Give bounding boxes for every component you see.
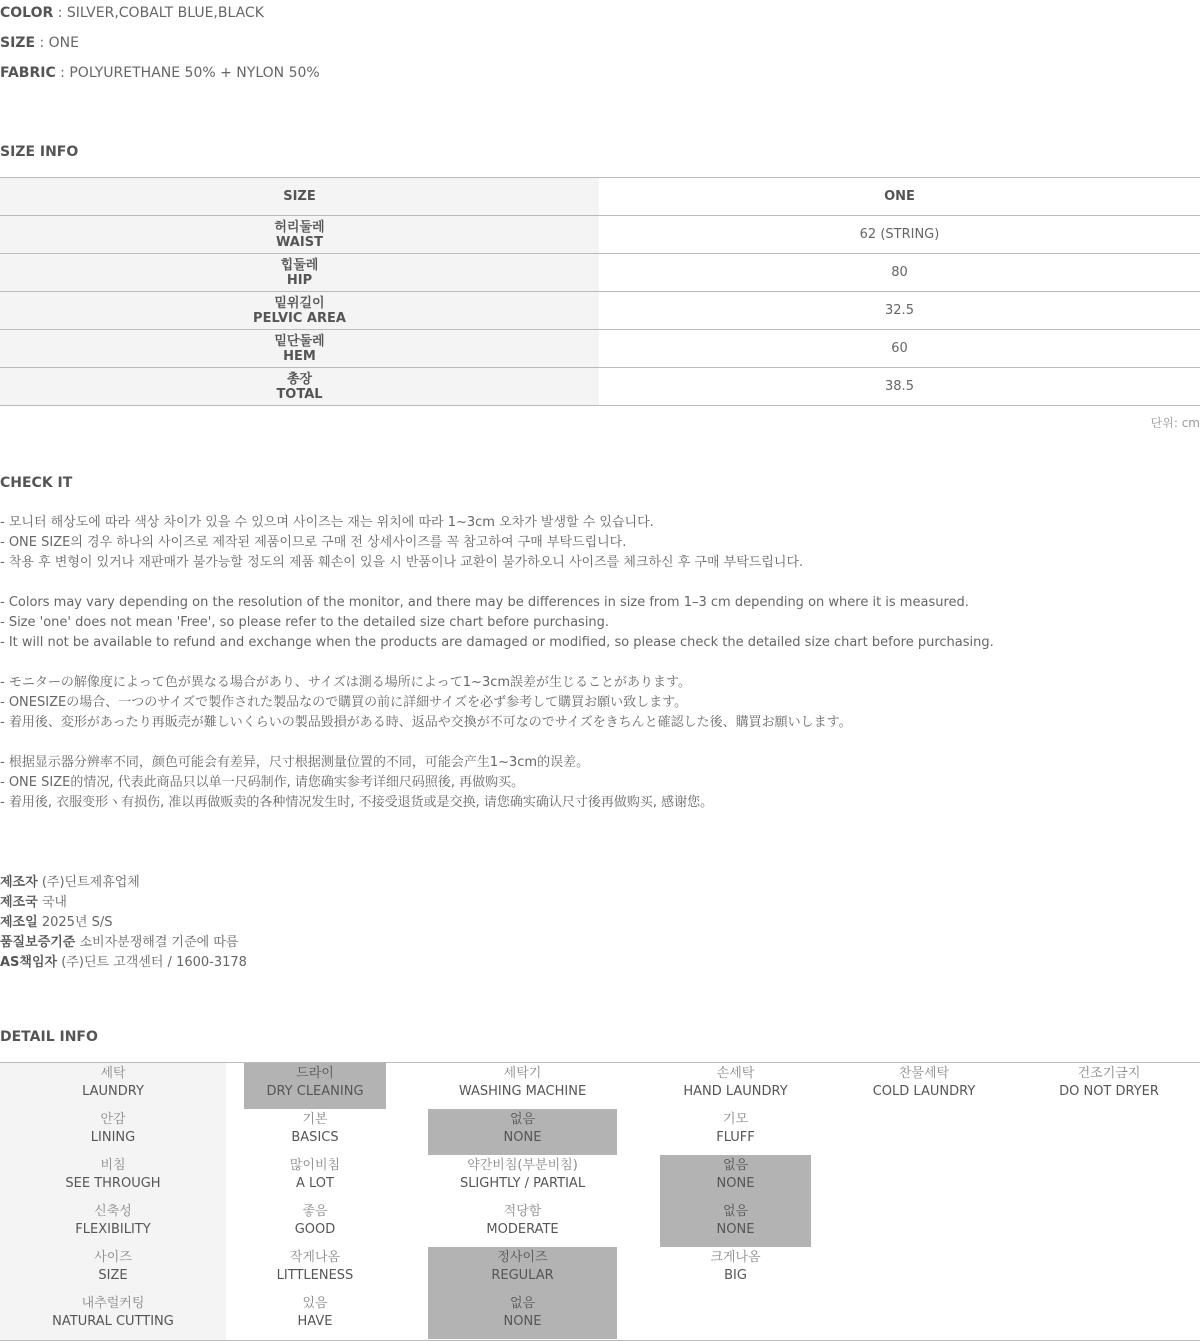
maker-warranty-label: 품질보증기준 (0, 935, 76, 950)
detail-info-title: DETAIL INFO (0, 1029, 98, 1045)
maker-warranty-value: 소비자분쟁해결 기준에 따름 (75, 935, 239, 950)
detail-en: SIZE (98, 1268, 128, 1283)
size-row-value: 62 (STRING) (599, 216, 1200, 254)
check-line: - 모니터 해상도에 따라 색상 차이가 있을 수 있으며 사이즈는 재는 위치에 따라 1~3cm 오차가 발생할 수 있습니다. (0, 515, 654, 530)
maker-date-label: 제조일 (0, 915, 38, 930)
size-row-label (0, 254, 599, 292)
detail-en: LINING (90, 1130, 136, 1145)
size-row-en: PELVIC AREA (253, 310, 346, 326)
maker-date-value: 2025년 S/S (37, 915, 113, 930)
detail-option (660, 1247, 811, 1293)
detail-grid (0, 1062, 1200, 1341)
check-line: - 着用後, 衣服变形ヽ有损伤, 准以再做贩卖的各种情况发生时, 不接受退货或是交换, 请您确实确认尺寸後再做购买, 感谢您。 (0, 795, 714, 810)
detail-ko: 손세탁 (716, 1066, 755, 1081)
detail-option (1030, 1063, 1188, 1109)
detail-ko: 정사이즈 (497, 1250, 548, 1265)
maker-country-value: 국내 (37, 895, 67, 910)
spec-fabric (0, 65, 320, 81)
size-row-label (0, 292, 599, 330)
size-row-ko: 허리둘레 (274, 219, 325, 235)
check-line: - 根据显示器分辨率不同，颜色可能会有差异，尺寸根据测量位置的不同，可能会产生1~3cm的误差。 (0, 755, 590, 770)
detail-ko: 적당함 (503, 1204, 542, 1219)
detail-en: A LOT (296, 1176, 334, 1191)
detail-en: FLEXIBILITY (75, 1222, 151, 1237)
maker-date (0, 913, 112, 933)
detail-en: REGULAR (491, 1268, 554, 1283)
spec-fabric-label: FABRIC (0, 65, 56, 81)
spec-size (0, 35, 79, 51)
detail-label-see-through (0, 1155, 226, 1201)
size-table (0, 177, 1200, 406)
detail-ko: 사이즈 (94, 1250, 132, 1265)
maker-manufacturer (0, 873, 140, 893)
detail-en: DRY CLEANING (266, 1084, 364, 1099)
spec-size-value: : ONE (35, 35, 79, 51)
check-line: - ONE SIZE的情况, 代表此商品只以单一尺码制作, 请您确实参考详细尺码照後, 再做购买。 (0, 775, 525, 790)
size-header-label: SIZE (0, 178, 599, 216)
spec-fabric-value: : POLYURETHANE 50% + NYLON 50% (55, 65, 320, 81)
size-row (0, 292, 1200, 330)
detail-option (428, 1201, 617, 1247)
detail-ko: 세탁 (100, 1066, 126, 1081)
size-row-en: WAIST (276, 234, 323, 250)
detail-ko: 없음 (722, 1158, 749, 1173)
size-row-label (0, 368, 599, 406)
detail-ko: 많이비침 (289, 1158, 341, 1173)
detail-option-selected (428, 1109, 617, 1155)
detail-option (428, 1063, 617, 1109)
size-row (0, 254, 1200, 292)
detail-ko: 기모 (722, 1112, 749, 1127)
detail-en: NONE (716, 1176, 755, 1191)
detail-en: LAUNDRY (82, 1084, 144, 1099)
detail-option (428, 1155, 617, 1201)
detail-en: GOOD (294, 1222, 336, 1237)
detail-ko: 없음 (509, 1296, 536, 1311)
size-row-ko: 힙둘레 (280, 257, 319, 273)
size-row-label (0, 330, 599, 368)
detail-ko: 작게나옴 (289, 1250, 341, 1265)
detail-option (848, 1063, 1000, 1109)
spec-color (0, 5, 264, 21)
detail-ko: 내추럴커팅 (81, 1296, 145, 1311)
maker-manufacturer-label: 제조자 (0, 875, 38, 890)
size-row (0, 330, 1200, 368)
maker-country (0, 893, 67, 913)
detail-en: WASHING MACHINE (458, 1084, 587, 1099)
detail-ko: 신축성 (94, 1204, 132, 1219)
detail-ko: 있음 (302, 1296, 328, 1311)
detail-label-lining (0, 1109, 226, 1155)
maker-as-label: AS책임자 (0, 955, 58, 970)
detail-en: SLIGHTLY / PARTIAL (459, 1176, 586, 1191)
check-line: - Size 'one' does not mean 'Free', so please refer to the detailed size chart before purchasing. (0, 615, 610, 630)
size-row-label (0, 216, 599, 254)
spec-size-label: SIZE (0, 35, 36, 51)
detail-en: NATURAL CUTTING (52, 1314, 174, 1329)
size-row-en: HEM (283, 348, 316, 364)
detail-en: NONE (503, 1314, 542, 1329)
detail-ko: 기본 (302, 1112, 328, 1127)
detail-option-selected (660, 1201, 811, 1247)
detail-option-selected (244, 1063, 386, 1109)
detail-en: BASICS (291, 1130, 339, 1145)
spec-color-label: COLOR (0, 5, 54, 21)
maker-as (0, 953, 247, 973)
detail-en: MODERATE (486, 1222, 559, 1237)
maker-country-label: 제조국 (0, 895, 38, 910)
detail-option-selected (660, 1155, 811, 1201)
check-line: - 착용 후 변형이 있거나 재판매가 불가능할 정도의 제품 훼손이 있을 시 반품이나 교환이 불가하오니 사이즈를 체크하신 후 구매 부탁드립니다. (0, 555, 804, 570)
maker-manufacturer-value: (주)딘트제휴업체 (37, 875, 140, 890)
detail-ko: 좋음 (302, 1204, 328, 1219)
size-row-value: 38.5 (599, 368, 1200, 406)
size-row-value: 80 (599, 254, 1200, 292)
check-line: - Colors may vary depending on the resolution of the monitor, and there may be differences in size from 1–3 cm depending on where it is measured. (0, 595, 969, 610)
size-unit-note: 단위: cm (1150, 416, 1200, 430)
detail-label-natural-cutting (0, 1293, 226, 1339)
check-line: - It will not be available to refund and exchange when the products are damaged or modified, so please check the detailed size chart before purchasing. (0, 635, 994, 650)
detail-ko: 없음 (509, 1112, 536, 1127)
check-line: - モニターの解像度によって色が異なる場合があり、サイズは測る場所によって1~3cm誤差が生じることがあります。 (0, 675, 691, 690)
detail-option (660, 1109, 811, 1155)
detail-label-flexibility (0, 1201, 226, 1247)
spec-color-value: : SILVER,COBALT BLUE,BLACK (53, 5, 264, 21)
size-info-title: SIZE INFO (0, 144, 79, 160)
detail-ko: 안감 (100, 1112, 126, 1127)
check-line: - ONESIZEの場合、一つのサイズで製作された製品なので購買の前に詳細サイズを必ず参考して購買お願い致します。 (0, 695, 688, 710)
size-row-ko: 총장 (286, 371, 313, 387)
check-line: - ONE SIZE의 경우 하나의 사이즈로 제작된 제품이므로 구매 전 상세사이즈를 꼭 참고하여 구매 부탁드립니다. (0, 535, 627, 550)
detail-ko: 세탁기 (503, 1066, 542, 1081)
check-it-title: CHECK IT (0, 475, 73, 491)
detail-ko: 건조기금지 (1077, 1066, 1141, 1081)
detail-option (244, 1155, 386, 1201)
detail-en: NONE (503, 1130, 542, 1145)
size-row-value: 60 (599, 330, 1200, 368)
detail-en: FLUFF (716, 1130, 755, 1145)
size-row-en: HIP (286, 272, 313, 288)
detail-option (244, 1293, 386, 1339)
size-row-ko: 밑위길이 (274, 295, 325, 311)
detail-en: COLD LAUNDRY (872, 1084, 976, 1099)
check-line: - 着用後、変形があったり再販売が難しいくらいの製品毀損がある時、返品や交換が不可なのでサイズをきちんと確認した後、購買お願いします。 (0, 715, 852, 730)
detail-option (244, 1109, 386, 1155)
detail-label-laundry (0, 1063, 226, 1109)
size-row (0, 368, 1200, 406)
detail-ko: 크게나옴 (710, 1250, 761, 1265)
maker-as-value: (주)딘트 고객센터 / 1600-3178 (57, 955, 247, 970)
detail-option-selected (428, 1293, 617, 1339)
size-row-en: TOTAL (276, 386, 323, 402)
detail-option (244, 1201, 386, 1247)
detail-option-selected (428, 1247, 617, 1293)
detail-ko: 없음 (722, 1204, 749, 1219)
size-row-value: 32.5 (599, 292, 1200, 330)
detail-ko: 찬물세탁 (898, 1066, 950, 1081)
detail-label-size (0, 1247, 226, 1293)
size-row-ko: 밑단둘레 (274, 333, 325, 349)
size-table-header (0, 178, 1200, 216)
size-row (0, 216, 1200, 254)
detail-option (660, 1063, 811, 1109)
detail-option (244, 1247, 386, 1293)
detail-en: LITTLENESS (276, 1268, 354, 1283)
detail-ko: 약간비침(부분비침) (467, 1158, 578, 1173)
detail-en: SEE THROUGH (65, 1176, 161, 1191)
size-header-value: ONE (599, 178, 1200, 216)
detail-ko: 드라이 (296, 1066, 334, 1081)
detail-en: DO NOT DRYER (1059, 1084, 1159, 1099)
detail-en: HAND LAUNDRY (683, 1084, 788, 1099)
detail-en: HAVE (297, 1314, 333, 1329)
detail-ko: 비침 (100, 1158, 126, 1173)
detail-en: NONE (716, 1222, 755, 1237)
maker-warranty (0, 933, 238, 953)
detail-en: BIG (724, 1268, 747, 1283)
